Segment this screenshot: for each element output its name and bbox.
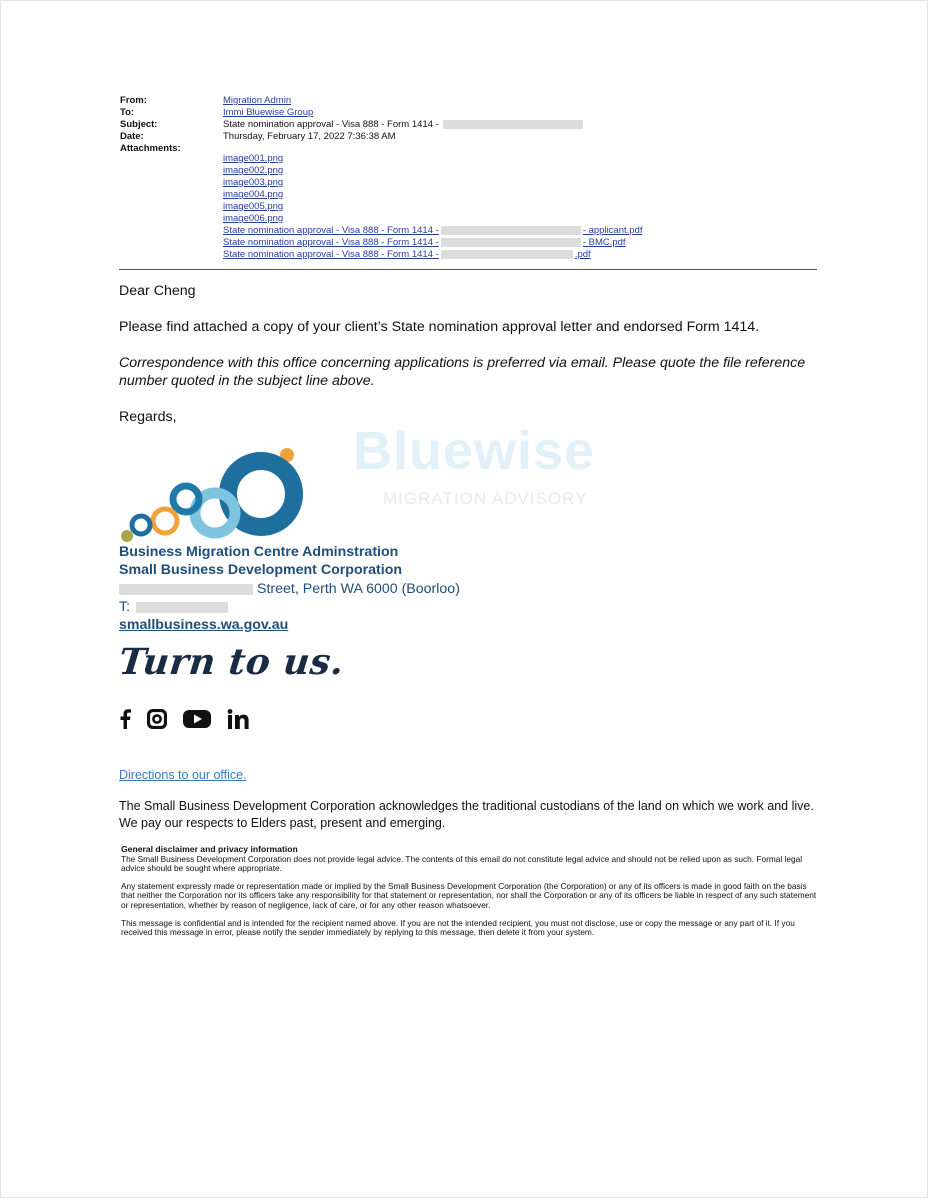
watermark-word: Bluewise [353,421,596,481]
from-label: From: [120,95,147,106]
redacted-block [441,238,581,247]
redacted-block [119,584,253,595]
pdf-attachment-link[interactable] [223,237,643,249]
from-link[interactable]: Migration Admin [223,95,292,106]
attachment-link[interactable]: image002.png [223,165,284,176]
linkedin-icon[interactable] [227,709,249,729]
disclaimer [121,845,821,946]
youtube-icon[interactable] [183,709,211,729]
pdf-prefix: State nomination approval - Visa 888 - Form 1414 - [223,237,439,248]
logo-ring-small [132,516,150,534]
redacted-block [441,250,573,259]
logo-dot-olive [121,530,133,542]
pdf-prefix: State nomination approval - Visa 888 - Form 1414 - [223,249,439,260]
sig-line-1: Business Migration Centre Adminstration [119,544,399,560]
pdf-suffix: - BMC.pdf [582,237,626,248]
date-label: Date: [120,131,144,142]
attachments-label: Attachments: [120,143,181,154]
instagram-icon[interactable] [147,709,167,729]
turn-to-us-tagline: Turn to us. [116,641,347,683]
pdf-attachment-link[interactable] [223,249,643,261]
facebook-icon[interactable] [119,709,131,729]
attachment-list [223,153,643,261]
date-value: Thursday, February 17, 2022 7:36:38 AM [223,131,396,142]
redacted-block [443,120,583,129]
pdf-suffix: .pdf [574,249,591,260]
attachment-link[interactable]: image006.png [223,213,284,224]
website-link[interactable]: smallbusiness.wa.gov.au [119,617,289,633]
disclaimer-paragraph: The Small Business Development Corporation does not provide legal advice. The contents of this email do not constitute legal advice and should not be relied upon as such. Formal legal advice should be sought where appropriate. [121,853,803,874]
attachment-link[interactable]: image001.png [223,153,284,164]
sig-address [119,580,460,598]
phone-label: T: [119,599,131,615]
header-divider [119,269,817,270]
address-text: Street, Perth WA 6000 (Boorloo) [257,581,460,597]
disclaimer-title: General disclaimer and privacy information [121,844,298,854]
directions-link[interactable]: Directions to our office. [119,768,247,782]
social-icons [119,709,249,729]
redacted-block [136,602,228,613]
closing: Regards, [119,409,177,425]
acknowledgement-text: The Small Business Development Corporation acknowledges the traditional custodians of the land on which we work and live. We pay our respects to Elders past, present and emerging. [119,799,814,830]
disclaimer-paragraph: Any statement expressly made or representation made or implied by the Small Business Development Corporation (the Corporation) or any of its officers is made in good faith on the basis that neither the Corporation nor its officers take any responsibility for that statement or representation, nor shall the Corporation or any of its officers be liable in respect of any such statement or representation, whether by reason of negligence, lack of care, or for any other reason whatsoever. [121,880,817,910]
subject-value: State nomination approval - Visa 888 - Form 1414 - [223,119,439,130]
body-paragraph-italic: Correspondence with this office concerning applications is preferred via email. Please quote the file reference number quoted in the subject line above. [119,355,806,389]
sig-phone [119,598,228,616]
body-paragraph: Please find attached a copy of your client’s State nomination approval letter and endorsed Form 1414. [119,319,760,335]
pdf-suffix: - applicant.pdf [582,225,643,236]
disclaimer-paragraph: This message is confidential and is intended for the recipient named above. If you are not the intended recipient, you must not disclose, use or copy the message or any part of it. If you received this message in error, please notify the sender immediately by replying to this message, then delete it from your system. [121,917,795,938]
pdf-prefix: State nomination approval - Visa 888 - Form 1414 - [223,225,439,236]
sig-line-2: Small Business Development Corporation [119,562,403,578]
attachment-link[interactable]: image003.png [223,177,284,188]
to-link[interactable]: Immi Bluewise Group [223,107,314,118]
greeting: Dear Cheng [119,283,196,299]
attachment-link[interactable]: image005.png [223,201,284,212]
attachment-link[interactable]: image004.png [223,189,284,200]
pdf-attachment-link[interactable] [223,225,643,237]
redacted-block [441,226,581,235]
logo-ring-orange [153,509,177,533]
to-label: To: [120,107,135,118]
subject-label: Subject: [120,119,158,130]
sbdc-circles-logo [115,439,315,544]
watermark-subtitle: MIGRATION ADVISORY [383,489,588,508]
